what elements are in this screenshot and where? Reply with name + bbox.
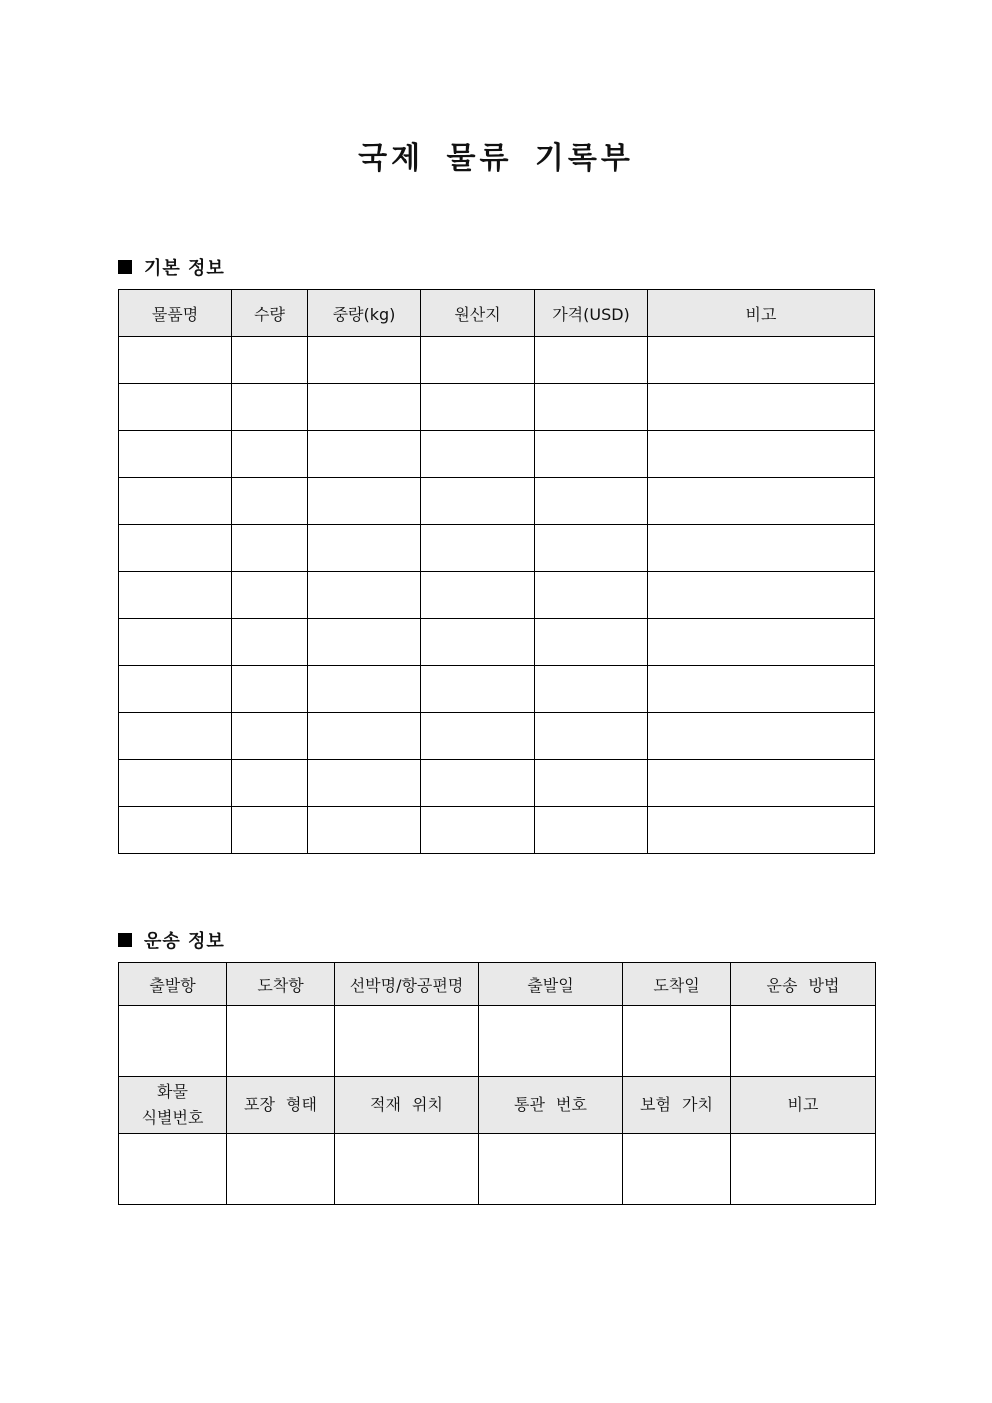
table-row bbox=[119, 713, 875, 760]
table-cell-departure-port[interactable] bbox=[119, 1006, 227, 1077]
section-heading-label: 기본 정보 bbox=[144, 258, 225, 279]
column-header-arrival-date: 도착일 bbox=[623, 963, 731, 1006]
table-cell-price[interactable] bbox=[535, 807, 648, 854]
table-cell-quantity[interactable] bbox=[232, 384, 308, 431]
table-cell-origin[interactable] bbox=[421, 807, 535, 854]
table-header-row bbox=[119, 963, 876, 1006]
table-cell-weight[interactable] bbox=[308, 431, 421, 478]
table-cell-price[interactable] bbox=[535, 666, 648, 713]
table-cell-price[interactable] bbox=[535, 572, 648, 619]
table-cell-transport-method[interactable] bbox=[731, 1006, 876, 1077]
table-cell-quantity[interactable] bbox=[232, 337, 308, 384]
table-cell-remarks[interactable] bbox=[648, 384, 875, 431]
table-header-row bbox=[119, 290, 875, 337]
table-cell-item-name[interactable] bbox=[119, 807, 232, 854]
table-cell-quantity[interactable] bbox=[232, 713, 308, 760]
column-header-origin: 원산지 bbox=[421, 290, 535, 337]
section-heading-label: 운송 정보 bbox=[144, 931, 225, 952]
table-cell-price[interactable] bbox=[535, 384, 648, 431]
column-header-cargo-id bbox=[119, 1077, 227, 1134]
column-header-price: 가격(USD) bbox=[535, 290, 648, 337]
table-cell-customs-number[interactable] bbox=[479, 1134, 623, 1205]
column-header-weight: 중량(kg) bbox=[308, 290, 421, 337]
table-cell-origin[interactable] bbox=[421, 666, 535, 713]
table-cell-loading-position[interactable] bbox=[335, 1134, 479, 1205]
table-cell-remarks[interactable] bbox=[648, 431, 875, 478]
table-cell-origin[interactable] bbox=[421, 431, 535, 478]
table-cell-remarks[interactable] bbox=[731, 1134, 876, 1205]
table-cell-vessel-flight[interactable] bbox=[335, 1006, 479, 1077]
table-cell-departure-date[interactable] bbox=[479, 1006, 623, 1077]
column-header-packaging-type: 포장 형태 bbox=[227, 1077, 335, 1134]
table-cell-weight[interactable] bbox=[308, 384, 421, 431]
table-cell-arrival-port[interactable] bbox=[227, 1006, 335, 1077]
table-cell-weight[interactable] bbox=[308, 478, 421, 525]
table-header-row bbox=[119, 1077, 876, 1134]
table-cell-item-name[interactable] bbox=[119, 384, 232, 431]
table-cell-weight[interactable] bbox=[308, 713, 421, 760]
table-cell-weight[interactable] bbox=[308, 337, 421, 384]
table-cell-remarks[interactable] bbox=[648, 572, 875, 619]
basic-info-table bbox=[118, 289, 875, 854]
table-cell-price[interactable] bbox=[535, 525, 648, 572]
table-cell-insured-value[interactable] bbox=[623, 1134, 731, 1205]
table-row bbox=[119, 431, 875, 478]
column-header-cargo-id-line2: 식별번호 bbox=[141, 1108, 204, 1127]
table-cell-remarks[interactable] bbox=[648, 760, 875, 807]
table-cell-item-name[interactable] bbox=[119, 713, 232, 760]
table-cell-origin[interactable] bbox=[421, 713, 535, 760]
table-cell-price[interactable] bbox=[535, 760, 648, 807]
column-header-quantity: 수량 bbox=[232, 290, 308, 337]
section-heading-basic-info bbox=[118, 254, 225, 280]
table-cell-origin[interactable] bbox=[421, 478, 535, 525]
column-header-departure-port: 출발항 bbox=[119, 963, 227, 1006]
table-row bbox=[119, 337, 875, 384]
table-cell-price[interactable] bbox=[535, 431, 648, 478]
table-cell-cargo-id[interactable] bbox=[119, 1134, 227, 1205]
table-cell-weight[interactable] bbox=[308, 807, 421, 854]
table-cell-quantity[interactable] bbox=[232, 760, 308, 807]
square-bullet-icon bbox=[118, 933, 132, 947]
table-row bbox=[119, 619, 875, 666]
table-row bbox=[119, 1006, 876, 1077]
table-cell-origin[interactable] bbox=[421, 760, 535, 807]
table-cell-remarks[interactable] bbox=[648, 666, 875, 713]
table-cell-origin[interactable] bbox=[421, 525, 535, 572]
table-cell-remarks[interactable] bbox=[648, 713, 875, 760]
column-header-departure-date: 출발일 bbox=[479, 963, 623, 1006]
table-cell-price[interactable] bbox=[535, 337, 648, 384]
table-cell-weight[interactable] bbox=[308, 525, 421, 572]
column-header-item-name: 물품명 bbox=[119, 290, 232, 337]
table-cell-item-name[interactable] bbox=[119, 431, 232, 478]
table-cell-quantity[interactable] bbox=[232, 666, 308, 713]
table-cell-remarks[interactable] bbox=[648, 525, 875, 572]
table-row bbox=[119, 478, 875, 525]
table-cell-item-name[interactable] bbox=[119, 337, 232, 384]
table-row bbox=[119, 760, 875, 807]
shipping-info-table bbox=[118, 962, 876, 1205]
column-header-customs-number: 통관 번호 bbox=[479, 1077, 623, 1134]
table-cell-origin[interactable] bbox=[421, 337, 535, 384]
table-cell-item-name[interactable] bbox=[119, 572, 232, 619]
table-cell-quantity[interactable] bbox=[232, 807, 308, 854]
table-row bbox=[119, 572, 875, 619]
column-header-insured-value: 보험 가치 bbox=[623, 1077, 731, 1134]
table-cell-origin[interactable] bbox=[421, 384, 535, 431]
table-cell-weight[interactable] bbox=[308, 666, 421, 713]
table-cell-origin[interactable] bbox=[421, 572, 535, 619]
table-cell-item-name[interactable] bbox=[119, 525, 232, 572]
table-cell-packaging-type[interactable] bbox=[227, 1134, 335, 1205]
table-cell-item-name[interactable] bbox=[119, 760, 232, 807]
table-cell-quantity[interactable] bbox=[232, 572, 308, 619]
table-row bbox=[119, 525, 875, 572]
table-cell-quantity[interactable] bbox=[232, 478, 308, 525]
table-cell-quantity[interactable] bbox=[232, 525, 308, 572]
table-row bbox=[119, 807, 875, 854]
table-cell-weight[interactable] bbox=[308, 572, 421, 619]
document-title: 국제 물류 기록부 bbox=[358, 141, 634, 176]
table-row bbox=[119, 666, 875, 713]
column-header-vessel-flight: 선박명/항공편명 bbox=[335, 963, 479, 1006]
column-header-remarks: 비고 bbox=[731, 1077, 876, 1134]
section-heading-shipping-info bbox=[118, 927, 225, 953]
column-header-loading-position: 적재 위치 bbox=[335, 1077, 479, 1134]
table-cell-price[interactable] bbox=[535, 478, 648, 525]
table-cell-price[interactable] bbox=[535, 713, 648, 760]
table-cell-quantity[interactable] bbox=[232, 619, 308, 666]
table-row bbox=[119, 1134, 876, 1205]
table-cell-remarks[interactable] bbox=[648, 619, 875, 666]
column-header-cargo-id-line1: 화물 bbox=[157, 1082, 188, 1101]
table-cell-item-name[interactable] bbox=[119, 666, 232, 713]
table-cell-remarks[interactable] bbox=[648, 337, 875, 384]
table-row bbox=[119, 384, 875, 431]
table-cell-weight[interactable] bbox=[308, 760, 421, 807]
column-header-remarks: 비고 bbox=[648, 290, 875, 337]
table-cell-item-name[interactable] bbox=[119, 478, 232, 525]
table-cell-remarks[interactable] bbox=[648, 478, 875, 525]
table-cell-origin[interactable] bbox=[421, 619, 535, 666]
column-header-transport-method: 운송 방법 bbox=[731, 963, 876, 1006]
table-cell-price[interactable] bbox=[535, 619, 648, 666]
table-cell-weight[interactable] bbox=[308, 619, 421, 666]
table-cell-arrival-date[interactable] bbox=[623, 1006, 731, 1077]
table-cell-quantity[interactable] bbox=[232, 431, 308, 478]
table-cell-remarks[interactable] bbox=[648, 807, 875, 854]
column-header-arrival-port: 도착항 bbox=[227, 963, 335, 1006]
table-cell-item-name[interactable] bbox=[119, 619, 232, 666]
square-bullet-icon bbox=[118, 260, 132, 274]
